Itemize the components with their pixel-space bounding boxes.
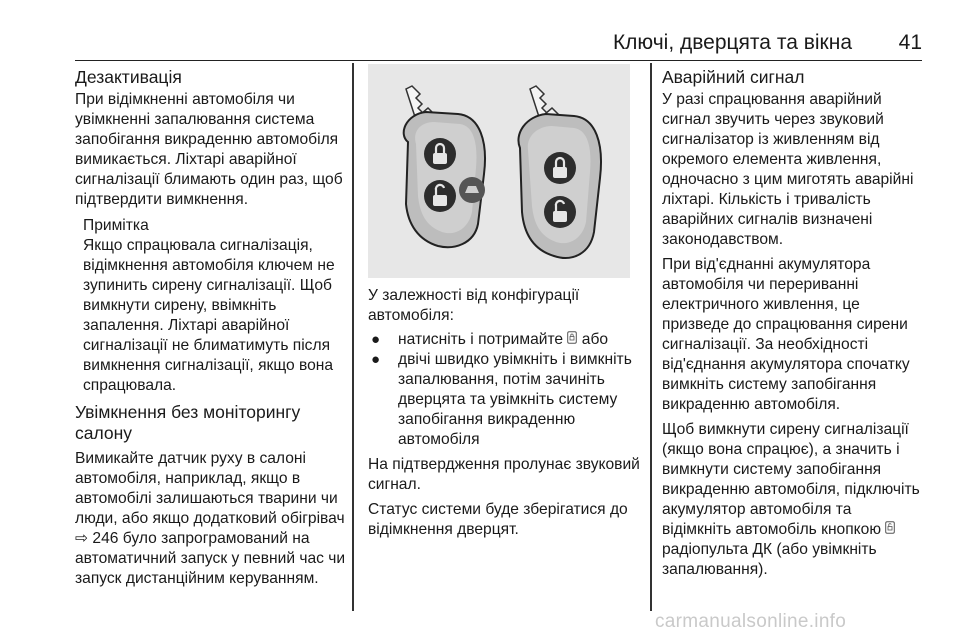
no-monitoring-text-a: Вимикайте датчик руху в салоні автомобіля, наприклад, якщо в автомобілі залишаються тварини чи люди, або якщо додатковий обігрівач (75, 450, 345, 527)
remote-key-right (518, 86, 601, 258)
deactivation-text: При відімкненні автомобіля чи увімкненні запалювання система запобігання викраденню автомобіля вимикається. Ліхтарі аварійної сигналізації блимають один раз, щоб підтвердити вимкнення. (75, 91, 343, 208)
page-header-title: Ключі, дверцята та вікна (612, 31, 852, 54)
siren-text (662, 420, 924, 580)
column-divider (650, 63, 652, 611)
section-title-alarm: Аварійний сигнал (662, 67, 805, 87)
page-reference-arrow-icon[interactable]: ⇨ (75, 530, 89, 547)
list-item (368, 330, 644, 350)
battery-text: При від'єднанні акумулятора автомобіля чи перериванні електричного живлення, це призведе до спрацювання сирени сигналізації. За необхідності від'єднання акумулятора спочатку вимкніть систему запобігання викраденню автомобіля. (662, 256, 910, 413)
status-text: Статус системи буде зберігатися до відімкнення дверцят. (368, 501, 628, 538)
unlock-button-icon (885, 520, 895, 540)
config-intro: У залежності від конфігурації автомобіля: (368, 287, 580, 324)
bullet-dot-icon: ● (371, 331, 381, 348)
instruction-list (368, 330, 644, 450)
lock-button-icon (567, 330, 577, 350)
no-monitoring-text-b: 246 було запрограмований на автоматичний запуск у певний час чи запуск дистанційним керуванням. (75, 530, 346, 587)
remote-key-illustration (368, 64, 630, 278)
confirm-text: На підтвердження пролунає звуковий сигнал. (368, 456, 640, 493)
bullet2-text: двічі швидко увімкніть і вимкніть запалювання, потім зачиніть дверцята та увімкніть систему запобігання викраденню автомобіля (398, 351, 632, 448)
column-divider (352, 63, 354, 611)
page-number: 41 (898, 31, 922, 54)
column-left (75, 64, 347, 589)
note-box (75, 216, 347, 396)
alarm-text: У разі спрацювання аварійний сигнал звучить через звуковий сигналізатор із живленням від окремого елемента живлення, одночасно з цим миготять аварійні ліхтарі. Кількість і тривалість аварійних сигналів визначені законодавством. (662, 91, 914, 248)
remote-key-left (404, 86, 485, 247)
note-title: Примітка (83, 217, 149, 234)
watermark-logo: carmanualsonline.info (655, 611, 847, 632)
note-text: Якщо спрацювала сигналізація, відімкнення автомобіля ключем не зупинить сирену сигналізації. Щоб вимкнути сирену, ввімкніть запалення. Ліхтарі аварійної сигналізації не блиматимуть після вимкнення сигналізації, якщо вона спрацювала. (83, 237, 335, 394)
bullet1-text-b: або (581, 331, 609, 348)
siren-text-b: радіопульта ДК (або увімкніть запалювання). (662, 541, 877, 578)
list-item (368, 350, 644, 450)
siren-text-a: Щоб вимкнути сирену сигналізації (якщо вона спрацює), а значить і вимкнути систему запобігання викраденню автомобіля, підключіть акумулятор автомобіля та відімкніть автомобіль кнопкою (662, 421, 920, 538)
section-title-no-monitoring: Увімкнення без моніторингу салону (75, 402, 301, 443)
bullet1-text-a: натисніть і потримайте (398, 331, 564, 348)
column-middle (368, 64, 644, 540)
column-right (662, 64, 924, 580)
section-title-deactivation: Дезактивація (75, 67, 182, 87)
no-monitoring-text (75, 449, 347, 589)
bullet-dot-icon: ● (371, 351, 381, 368)
page-header (75, 31, 922, 61)
